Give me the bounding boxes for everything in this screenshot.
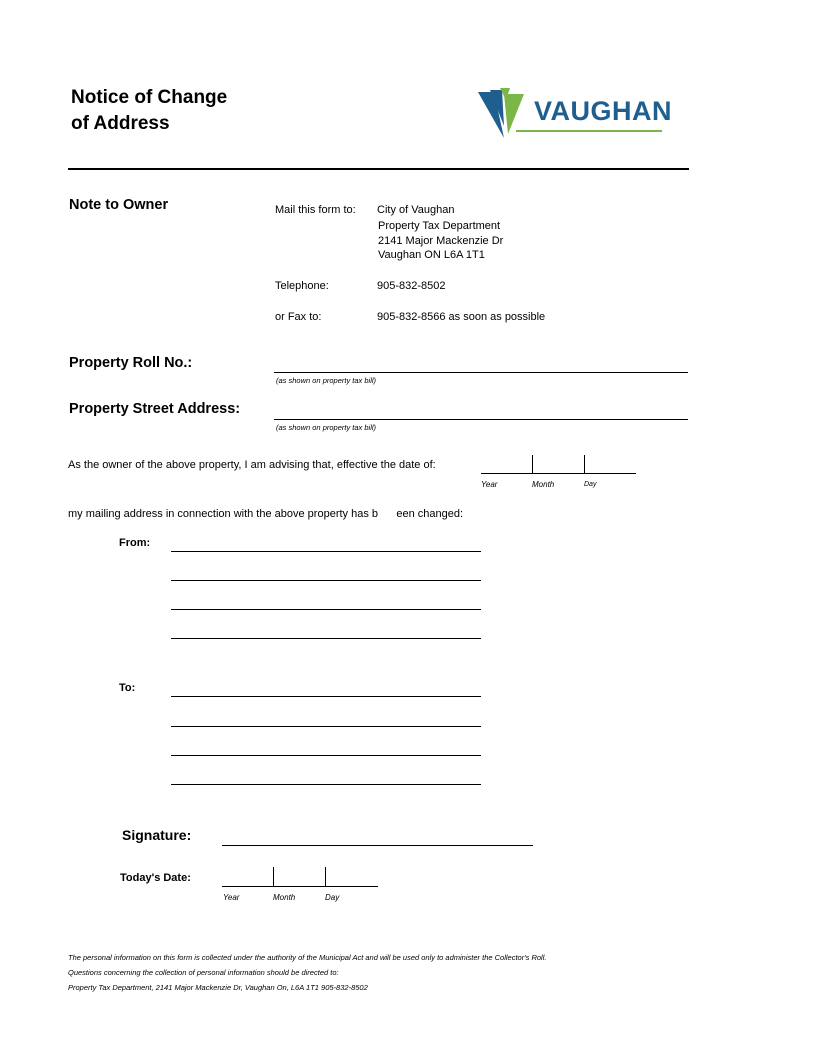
privacy-notice-line-1: The personal information on this form is collected under the authority of the Municipal Act and will be used only to administer the Collector's Roll. [68,953,547,962]
to-address-line-3[interactable] [171,755,481,756]
signature-label: Signature: [122,827,192,843]
from-address-line-4[interactable] [171,638,481,639]
privacy-notice-line-3: Property Tax Department, 2141 Major Mackenzie Dr, Vaughan On, L6A 1T1 905-832-8502 [68,983,368,992]
todays-date-year-label: Year [223,893,240,902]
mail-label: Mail this form to: [275,204,356,216]
fax-value: 905-832-8566 as soon as possible [377,311,546,323]
to-label: To: [119,682,136,694]
effective-date-statement: As the owner of the above property, I am advising that, effective the date of: [68,459,436,471]
vaughan-logo [476,86,672,142]
signature-field[interactable] [222,845,533,846]
page-title-line1: Notice of Change [71,87,228,108]
logo-underline [516,130,662,132]
mail-line-3: 2141 Major Mackenzie Dr [378,235,504,247]
todays-date-day-label: Day [325,893,340,902]
privacy-notice-line-2: Questions concerning the collection of personal information should be directed to: [68,968,339,977]
page-title-line2: of Address [71,113,170,134]
mail-line-4: Vaughan ON L6A 1T1 [378,249,485,261]
header-divider [68,168,689,170]
mail-line-2: Property Tax Department [378,220,501,232]
todays-date-label: Today's Date: [120,872,191,884]
fax-label: or Fax to: [275,311,322,323]
roll-number-field[interactable] [274,372,688,373]
effective-date-day-label: Day [584,481,597,488]
effective-date-divider-1 [532,455,533,473]
effective-date-month-label: Month [532,480,555,489]
todays-date-field[interactable] [222,886,378,887]
roll-number-hint: (as shown on property tax bill) [276,376,377,385]
todays-date-month-label: Month [273,893,296,902]
mail-line-1: City of Vaughan [377,204,455,216]
effective-date-divider-2 [584,455,585,473]
roll-number-label: Property Roll No.: [69,355,193,371]
to-address-line-1[interactable] [171,696,481,697]
todays-date-divider-2 [325,867,326,886]
street-address-field[interactable] [274,419,688,420]
from-address-line-2[interactable] [171,580,481,581]
telephone-value: 905-832-8502 [377,280,446,292]
effective-date-year-label: Year [481,480,498,489]
note-heading: Note to Owner [69,197,169,213]
street-address-hint: (as shown on property tax bill) [276,423,377,432]
street-address-label: Property Street Address: [69,401,241,417]
todays-date-divider-1 [273,867,274,886]
telephone-label: Telephone: [275,280,329,292]
from-label: From: [119,537,151,549]
to-address-line-4[interactable] [171,784,481,785]
from-address-line-3[interactable] [171,609,481,610]
from-address-line-1[interactable] [171,551,481,552]
effective-date-field[interactable] [481,473,636,474]
address-changed-statement: my mailing address in connection with the above property has b een changed: [68,508,464,520]
to-address-line-2[interactable] [171,726,481,727]
vaughan-logo-text: VAUGHAN [534,96,672,126]
